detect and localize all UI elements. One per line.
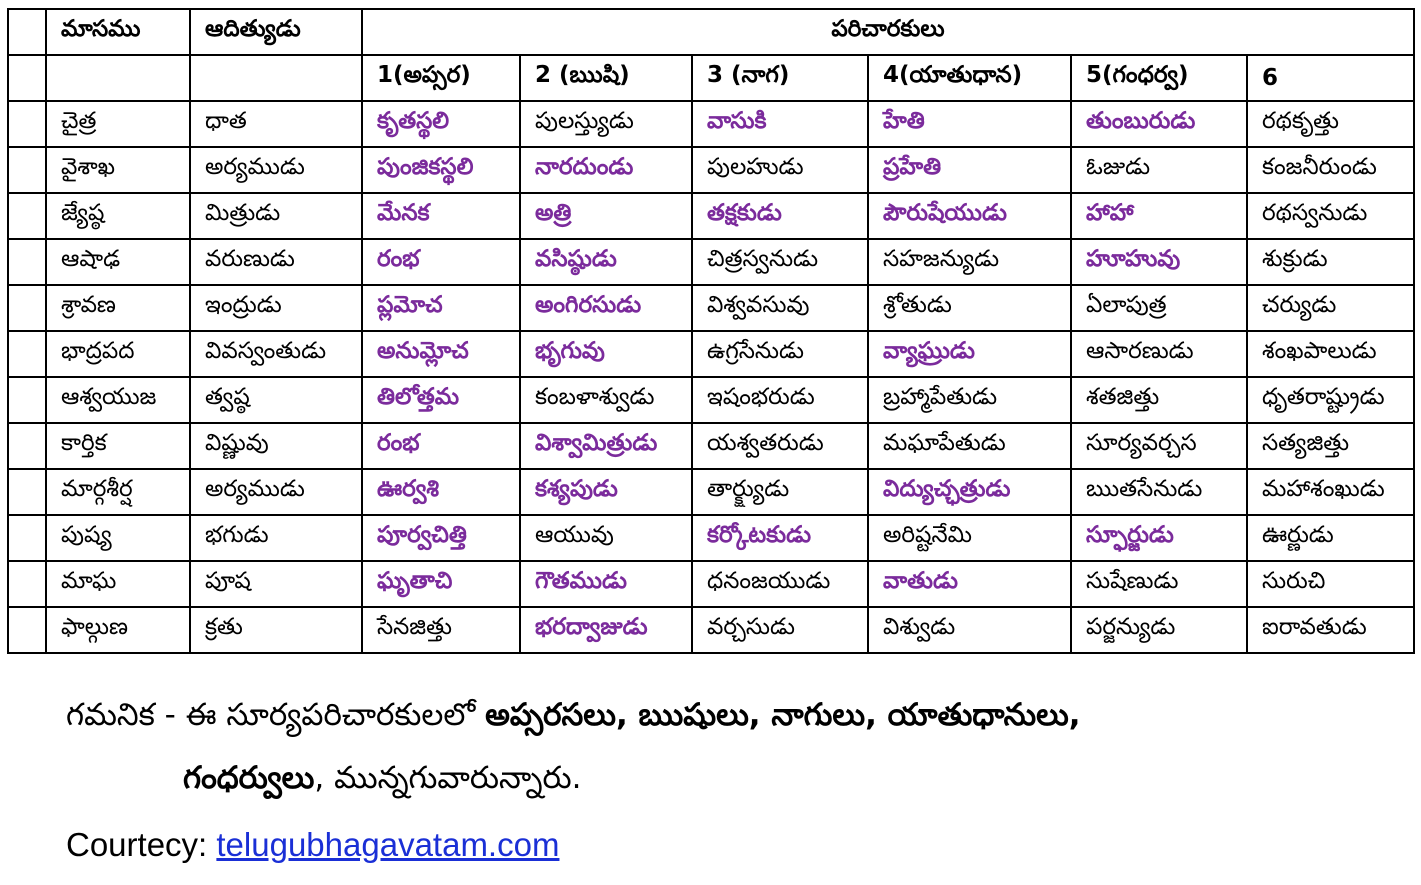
index-cell (8, 469, 46, 515)
index-cell (8, 423, 46, 469)
attendant-cell: సురుచి (1247, 561, 1414, 607)
attendant-cell: కంబళాశ్వుడు (520, 377, 692, 423)
table-row (8, 101, 1414, 147)
attendant-cell: నారదుండు (520, 147, 692, 193)
table-row (8, 561, 1414, 607)
attendant-cell: ఊర్వశి (362, 469, 520, 515)
table-row (8, 515, 1414, 561)
attendant-cell: హూహువు (1071, 239, 1247, 285)
header-col-6: 6 (1247, 55, 1414, 101)
attendant-cell: మహాశంఖుడు (1247, 469, 1414, 515)
attendant-cell: అనుమ్లోచ (362, 331, 520, 377)
attendant-cell: ఓజుడు (1071, 147, 1247, 193)
attendant-cell: ఇషంభరుడు (692, 377, 868, 423)
attendant-cell: పుంజికస్థలి (362, 147, 520, 193)
attendant-cell: హాహా (1071, 193, 1247, 239)
header-row-1 (8, 9, 1414, 55)
index-cell (8, 331, 46, 377)
courtesy-label: Courtecy: (66, 826, 217, 863)
header-masamu: మాసము (46, 9, 190, 55)
attendant-cell: రంభ (362, 423, 520, 469)
table-row (8, 377, 1414, 423)
attendant-cell: ప్రహేతి (868, 147, 1071, 193)
aditya-cell: విష్ణువు (190, 423, 362, 469)
index-cell (8, 607, 46, 653)
attendant-cell: వర్చసుడు (692, 607, 868, 653)
month-cell: ఆషాఢ (46, 239, 190, 285)
attendant-cell: రథస్వనుడు (1247, 193, 1414, 239)
attendant-cell: వాతుడు (868, 561, 1071, 607)
table-row (8, 239, 1414, 285)
attendant-cell: అత్రి (520, 193, 692, 239)
table-row (8, 607, 1414, 653)
note-prefix: గమనిక - ఈ సూర్యపరిచారకులలో (66, 697, 486, 733)
attendant-cell: భరద్వాజుడు (520, 607, 692, 653)
attendant-cell: తుంబురుడు (1071, 101, 1247, 147)
attendant-cell: ఏలాపుత్ర (1071, 285, 1247, 331)
index-cell (8, 147, 46, 193)
note-line-2 (183, 760, 581, 803)
aditya-cell: వివస్వంతుడు (190, 331, 362, 377)
attendant-cell: వసిష్ఠుడు (520, 239, 692, 285)
header-col-5: 5(గంధర్వ) (1071, 55, 1247, 101)
attendant-cell: పూర్వచిత్తి (362, 515, 520, 561)
attendant-cell: కృతస్థలి (362, 101, 520, 147)
header-adityudu: ఆదిత్యుడు (190, 9, 362, 55)
attendant-cell: శ్రోతుడు (868, 285, 1071, 331)
aditya-cell: వరుణుడు (190, 239, 362, 285)
month-cell: వైశాఖ (46, 147, 190, 193)
index-cell (8, 239, 46, 285)
attendant-cell: గౌతముడు (520, 561, 692, 607)
aditya-cell: క్రతు (190, 607, 362, 653)
note-bold-2: గంధర్వులు (183, 760, 315, 796)
attendant-cell: తక్షకుడు (692, 193, 868, 239)
attendant-cell: సేనజిత్తు (362, 607, 520, 653)
month-cell: చైత్ర (46, 101, 190, 147)
attendant-cell: యశ్వతరుడు (692, 423, 868, 469)
attendant-cell: రథకృత్తు (1247, 101, 1414, 147)
month-cell: మార్గశీర్ష (46, 469, 190, 515)
attendant-cell: తిలోత్తమ (362, 377, 520, 423)
header-col-1: 1(అప్సర) (362, 55, 520, 101)
month-cell: ఆశ్వయుజ (46, 377, 190, 423)
table-row (8, 285, 1414, 331)
courtesy-link[interactable]: telugubhagavatam.com (216, 826, 560, 863)
table-row (8, 423, 1414, 469)
attendant-cell: అరిష్టనేమి (868, 515, 1071, 561)
attendant-cell: శతజిత్తు (1071, 377, 1247, 423)
attendant-cell: విశ్వామిత్రుడు (520, 423, 692, 469)
attendant-cell: తార్క్ష్యుడు (692, 469, 868, 515)
attendant-cell: ఉగ్రసేనుడు (692, 331, 868, 377)
parichara-table (7, 8, 1415, 654)
attendant-cell: పర్జన్యుడు (1071, 607, 1247, 653)
header-row-2 (8, 55, 1414, 101)
index-cell (8, 515, 46, 561)
attendant-cell: కంజనీరుండు (1247, 147, 1414, 193)
attendant-cell: అంగిరసుడు (520, 285, 692, 331)
attendant-cell: ఆయువు (520, 515, 692, 561)
aditya-cell: అర్యముడు (190, 469, 362, 515)
month-cell: శ్రావణ (46, 285, 190, 331)
index-cell (8, 377, 46, 423)
courtesy (66, 826, 559, 864)
attendant-cell: చిత్రస్వనుడు (692, 239, 868, 285)
note-suffix: , మున్నగువారున్నారు. (314, 760, 582, 796)
header-paricharakulu: పరిచారకులు (362, 9, 1414, 55)
table-row (8, 331, 1414, 377)
header-col-3: 3 (నాగ) (692, 55, 868, 101)
attendant-cell: కశ్యపుడు (520, 469, 692, 515)
empty-cell (46, 55, 190, 101)
attendant-cell: ధృతరాష్ట్రుడు (1247, 377, 1414, 423)
attendant-cell: చర్యుడు (1247, 285, 1414, 331)
attendant-cell: శుక్రుడు (1247, 239, 1414, 285)
table-row (8, 193, 1414, 239)
aditya-cell: అర్యముడు (190, 147, 362, 193)
attendant-cell: ప్లమోచ (362, 285, 520, 331)
attendant-cell: కర్కోటకుడు (692, 515, 868, 561)
month-cell: పుష్య (46, 515, 190, 561)
attendant-cell: ఋతసేనుడు (1071, 469, 1247, 515)
attendant-cell: ఊర్ణుడు (1247, 515, 1414, 561)
index-cell (8, 561, 46, 607)
header-col-2: 2 (ఋషి) (520, 55, 692, 101)
attendant-cell: ధనంజయుడు (692, 561, 868, 607)
index-cell (8, 285, 46, 331)
index-cell (8, 193, 46, 239)
table-row (8, 469, 1414, 515)
attendant-cell: వ్యాఘ్రుడు (868, 331, 1071, 377)
attendant-cell: ఆసారణుడు (1071, 331, 1247, 377)
attendant-cell: సహజన్యుడు (868, 239, 1071, 285)
attendant-cell: పౌరుషేయుడు (868, 193, 1071, 239)
aditya-cell: మిత్రుడు (190, 193, 362, 239)
table-row (8, 147, 1414, 193)
index-cell (8, 55, 46, 101)
attendant-cell: విశ్వుడు (868, 607, 1071, 653)
attendant-cell: పులస్త్యుడు (520, 101, 692, 147)
attendant-cell: రంభ (362, 239, 520, 285)
aditya-cell: ధాత (190, 101, 362, 147)
attendant-cell: విద్యుచ్ఛత్రుడు (868, 469, 1071, 515)
attendant-cell: మేనక (362, 193, 520, 239)
note-bold-1: అప్సరసలు, ఋషులు, నాగులు, యాతుధానులు, (485, 697, 1081, 733)
attendant-cell: సత్యజిత్తు (1247, 423, 1414, 469)
month-cell: మాఘ (46, 561, 190, 607)
attendant-cell: వాసుకి (692, 101, 868, 147)
aditya-cell: ఇంద్రుడు (190, 285, 362, 331)
month-cell: జ్యేష్ఠ (46, 193, 190, 239)
attendant-cell: ఘృతాచి (362, 561, 520, 607)
aditya-cell: త్వష్ఠ (190, 377, 362, 423)
month-cell: ఫాల్గుణ (46, 607, 190, 653)
attendant-cell: మఘాపేతుడు (868, 423, 1071, 469)
empty-cell (190, 55, 362, 101)
index-cell (8, 9, 46, 55)
month-cell: కార్తిక (46, 423, 190, 469)
month-cell: భాద్రపద (46, 331, 190, 377)
aditya-cell: భగుడు (190, 515, 362, 561)
index-cell (8, 101, 46, 147)
header-col-4: 4(యాతుధాన) (868, 55, 1071, 101)
attendant-cell: పులహుడు (692, 147, 868, 193)
attendant-cell: హేతి (868, 101, 1071, 147)
attendant-cell: స్ఫూర్జుడు (1071, 515, 1247, 561)
attendant-cell: ఐరావతుడు (1247, 607, 1414, 653)
attendant-cell: విశ్వవసువు (692, 285, 868, 331)
aditya-cell: పూష (190, 561, 362, 607)
attendant-cell: భృగువు (520, 331, 692, 377)
note-line-1 (66, 697, 1081, 740)
attendant-cell: సుషేణుడు (1071, 561, 1247, 607)
attendant-cell: సూర్యవర్చస (1071, 423, 1247, 469)
attendant-cell: బ్రహ్మాపేతుడు (868, 377, 1071, 423)
attendant-cell: శంఖపాలుడు (1247, 331, 1414, 377)
